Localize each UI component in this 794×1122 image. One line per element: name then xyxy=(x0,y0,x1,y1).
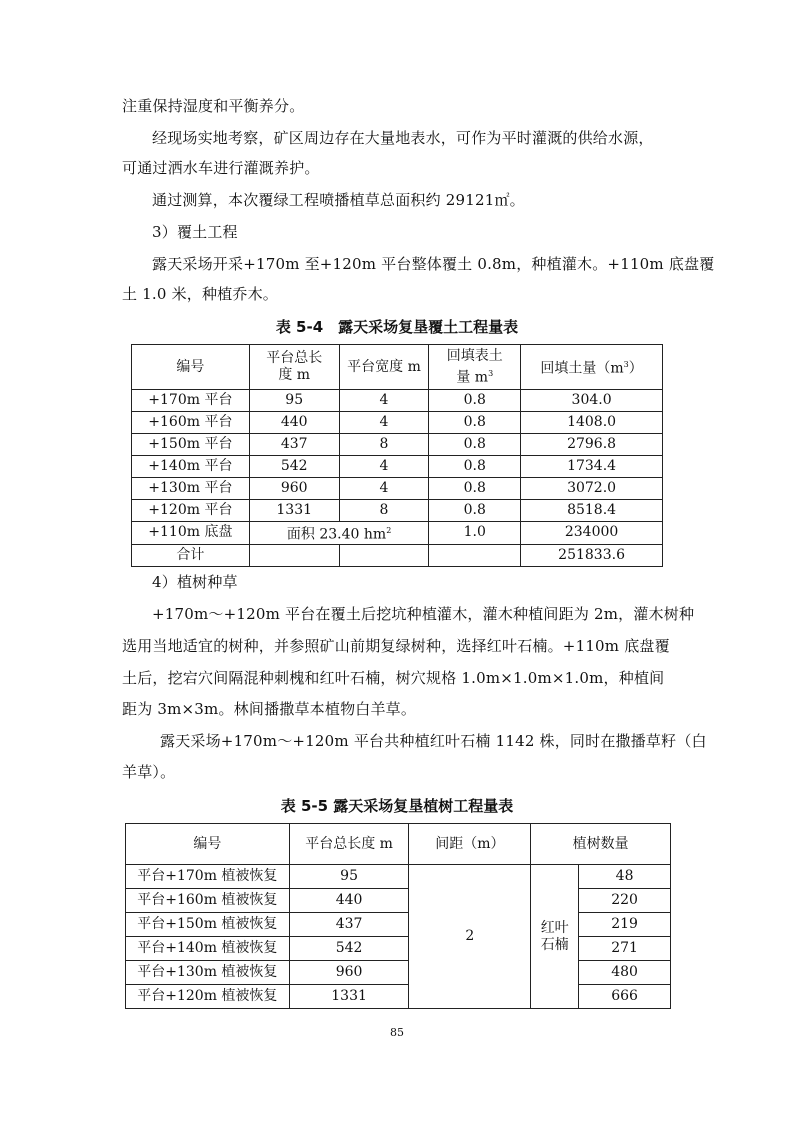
paragraph-line: 经现场实地考察，矿区周边存在大量地表水，可作为平时灌溉的供给水源， xyxy=(152,129,654,147)
paragraph-line: 羊草）。 xyxy=(122,763,176,781)
paragraph-line: 土 1.0 米，种植乔木。 xyxy=(122,285,278,303)
table-row: +150m 平台 437 8 0.8 2796.8 xyxy=(132,434,663,456)
table-row: +170m 平台 95 4 0.8 304.0 xyxy=(132,390,663,412)
table-header-row xyxy=(126,824,671,865)
table-caption: 表 5-4 露天采场复垦覆土工程量表 xyxy=(275,318,519,336)
table-row-base: +110m 底盘 面积 23.40 $hm^2$ 1.0 234000 xyxy=(132,522,663,545)
table-row: 平台+120m 植被恢复 1331 666 xyxy=(126,985,671,1009)
table-caption: 表 5-5 露天采场复垦植树工程量表 xyxy=(280,797,514,815)
header-count: 植树数量 xyxy=(531,824,671,865)
table-row: 平台+150m 植被恢复 437 219 xyxy=(126,913,671,937)
section-heading: 3）覆土工程 xyxy=(152,223,238,241)
species-name: 红叶 石楠 xyxy=(531,865,579,1009)
paragraph-line: 土后，挖宕穴间隔混种刺槐和红叶石楠，树穴规格 1.0m×1.0m×1.0m，种植间 xyxy=(122,669,665,687)
table-row: +120m 平台 1331 8 0.8 8518.4 xyxy=(132,500,663,522)
header-fill: 回填表土 量 $m^3$ xyxy=(429,345,521,390)
table-row: 平台+140m 植被恢复 542 271 xyxy=(126,937,671,961)
table-row: +130m 平台 960 4 0.8 3072.0 xyxy=(132,478,663,500)
table-row: +140m 平台 542 4 0.8 1734.4 xyxy=(132,456,663,478)
header-length: 平台总长 度 m xyxy=(249,345,339,390)
header-width: 平台宽度 m xyxy=(339,345,429,390)
paragraph-line: 选用当地适宜的树种，并参照矿山前期复绿树种，选择红叶石楠。+110m 底盘覆 xyxy=(122,637,670,655)
paragraph-line: 可通过洒水车进行灌溉养护。 xyxy=(122,159,320,177)
spacing-value: 2 xyxy=(409,865,531,1009)
header-length: 平台总长度 m xyxy=(289,824,409,865)
table-row: 平台+130m 植被恢复 960 480 xyxy=(126,961,671,985)
header-id: 编号 xyxy=(126,824,290,865)
header-volume: 回填土量$(m^3)$ xyxy=(521,345,663,390)
section-heading: 4）植树种草 xyxy=(152,573,238,591)
table-row: +160m 平台 440 4 0.8 1408.0 xyxy=(132,412,663,434)
table-row-total: 合计 251833.6 xyxy=(132,544,663,566)
page-number: 85 xyxy=(390,1026,404,1039)
paragraph-line: 露天采场+170m～+120m 平台共种植红叶石楠 1142 株，同时在撒播草籽（白 xyxy=(160,732,707,750)
paragraph-line: 注重保持湿度和平衡养分。 xyxy=(122,97,305,115)
paragraph-line: 通过测算，本次覆绿工程喷播植草总面积约 29121㎡。 xyxy=(152,191,525,209)
table-row: 平台+160m 植被恢复 440 220 xyxy=(126,889,671,913)
header-spacing: 间距（m） xyxy=(409,824,531,865)
paragraph-line: +170m～+120m 平台在覆土后挖坑种植灌木，灌木种植间距为 2m，灌木树种 xyxy=(152,605,695,623)
table-header-row xyxy=(132,345,663,390)
paragraph-line: 距为 3m×3m。林间播撒草本植物白羊草。 xyxy=(122,700,417,718)
paragraph-line: 露天采场开采+170m 至+120m 平台整体覆土 0.8m，种植灌木。+110m 底盘覆 xyxy=(152,255,715,273)
soil-cover-table xyxy=(131,344,663,567)
tree-planting-table xyxy=(125,823,671,1009)
header-id: 编号 xyxy=(132,345,250,390)
table-row: 平台+170m 植被恢复 95 2 红叶 石楠 48 xyxy=(126,865,671,889)
